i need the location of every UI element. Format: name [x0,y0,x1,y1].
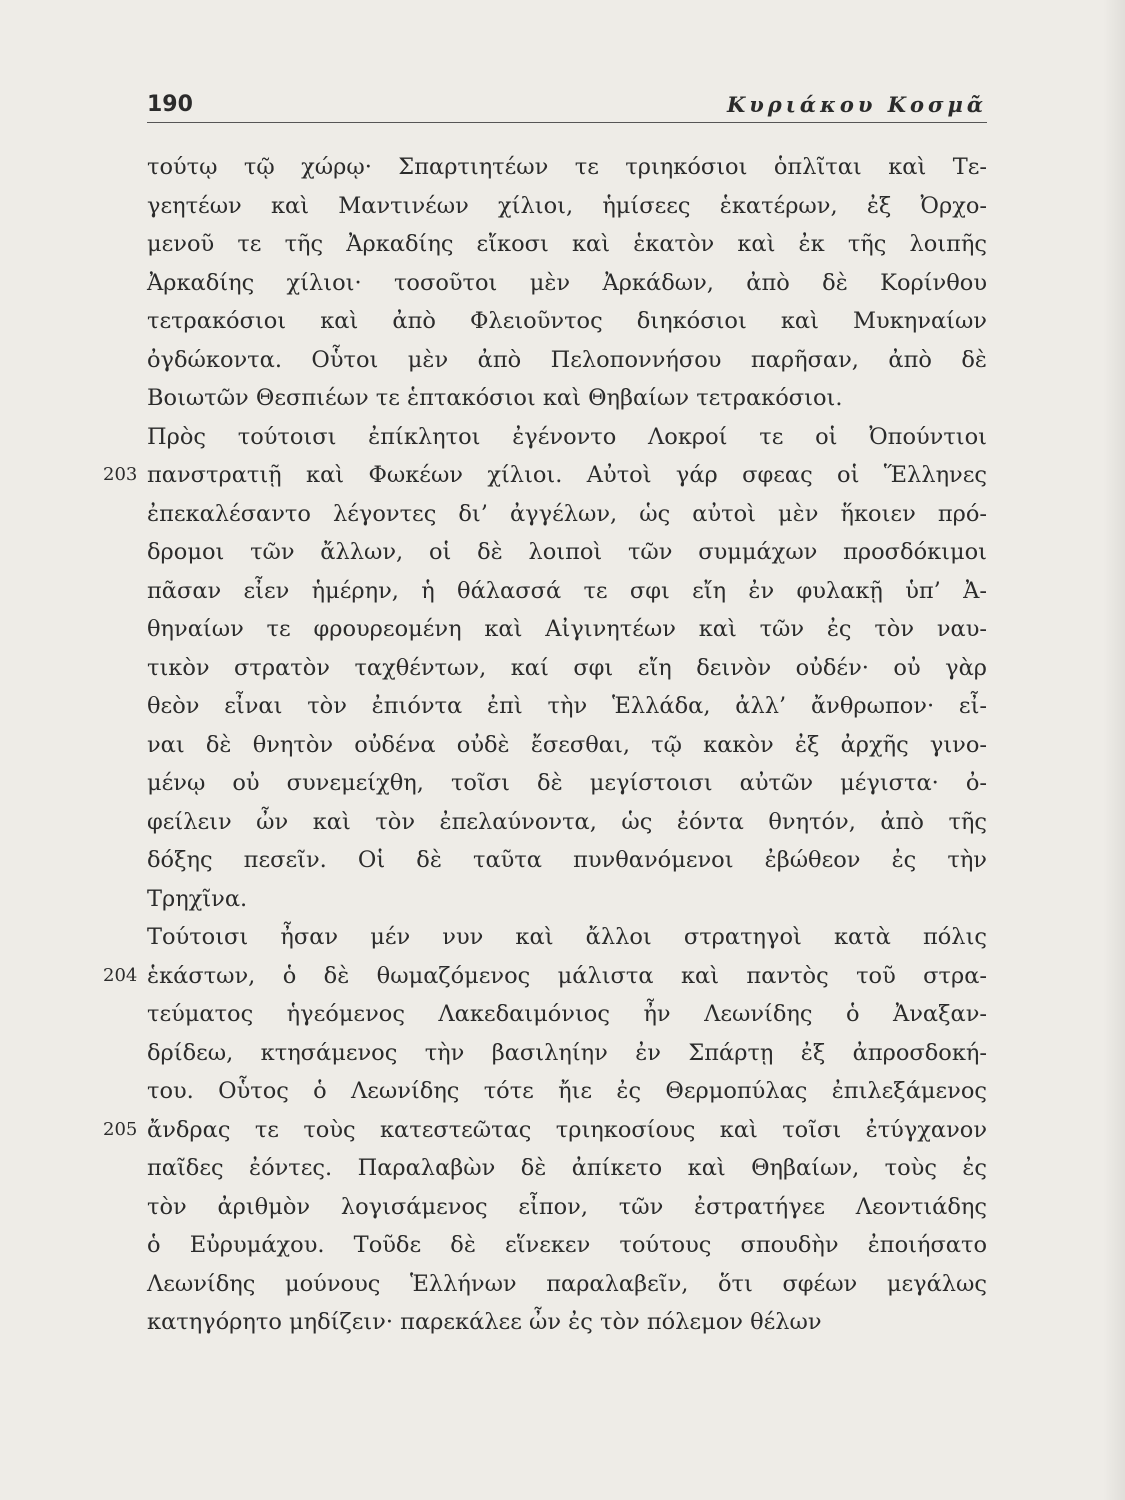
text-line: ναι δὲ θνητὸν οὐδένα οὐδὲ ἔσεσθαι, τῷ κακὸν ἐξ ἀρχῆς γινο- [147,731,987,758]
page-header [147,92,987,123]
text-line: ὁ Εὐρυμάχου. Τοῦδε δὲ εἵνεκεν τούτους σπουδὴν ἐποιήσατο [147,1232,987,1258]
text-line: γεητέων καὶ Μαντινέων χίλιοι, ἡμίσεες ἑκατέρων, ἐξ Ὀρχο- [147,192,987,219]
text-line: ἐπεκαλέσαντο λέγοντες δι’ ἀγγέλων, ὡς αὐτοὶ μὲν ἥκοιεν πρό- [147,500,987,527]
section-number: 205 [103,1118,138,1140]
text-line: τούτῳ τῷ χώρῳ· Σπαρτιητέων τε τριηκόσιοι ὁπλῖται καὶ Τε- [147,154,987,180]
text-line: δρομοι τῶν ἄλλων, οἱ δὲ λοιποὶ τῶν συμμάχων προσδόκιμοι [147,539,987,565]
text-line: δόξης πεσεῖν. Οἱ δὲ ταῦτα πυνθανόμενοι ἐβώθεον ἐς τὴν [147,847,987,873]
text-line: κατηγόρητο μηδίζειν· παρεκάλεε ὦν ἐς τὸν πόλεμον θέλων [147,1309,822,1335]
text-line: πανστρατιῇ καὶ Φωκέων χίλιοι. Αὐτοὶ γάρ σφεας οἱ Ἕλληνες [147,462,987,488]
text-line: Πρὸς τούτοισι ἐπίκλητοι ἐγένοντο Λοκροί τε οἱ Ὀπούντιοι [147,423,987,450]
text-line: τετρακόσιοι καὶ ἀπὸ Φλειοῦντος διηκόσιοι καὶ Μυκηναίων [147,308,987,334]
text-line: τὸν ἀριθμὸν λογισάμενος εἶπον, τῶν ἐστρατήγεε Λεοντιάδης [147,1193,987,1220]
text-line: ἄνδρας τε τοὺς κατεστεῶτας τριηκοσίους καὶ τοῖσι ἐτύγχανον [147,1116,987,1143]
page-number: 190 [147,92,193,117]
text-line: θεὸν εἶναι τὸν ἐπιόντα ἐπὶ τὴν Ἑλλάδα, ἀλλ’ ἄνθρωπον· εἶ- [147,693,987,719]
text-line: Βοιωτῶν Θεσπιέων τε ἑπτακόσιοι καὶ Θηβαίων τετρακόσιοι. [147,385,843,411]
text-line: ἑκάστων, ὁ δὲ θωμαζόμενος μάλιστα καὶ παντὸς τοῦ στρα- [147,962,987,989]
running-head: Κυριάκου Κοσμᾶ [726,92,987,117]
text-line: μενοῦ τε τῆς Ἀρκαδίης εἴκοσι καὶ ἑκατὸν καὶ ἐκ τῆς λοιπῆς [147,231,987,257]
section-number: 203 [103,464,138,485]
text-line: θηναίων τε φρουρεομένη καὶ Αἰγινητέων καὶ τῶν ἐς τὸν ναυ- [147,616,987,642]
text-line: του. Οὗτος ὁ Λεωνίδης τότε ἤιε ἐς Θερμοπύλας ἐπιλεξάμενος [147,1078,987,1104]
text-line: Λεωνίδης μούνους Ἑλλήνων παραλαβεῖν, ὅτι σφέων μεγάλως [147,1270,987,1297]
text-line: Τρηχῖνα. [147,885,248,912]
text-line: ὀγδώκοντα. Οὗτοι μὲν ἀπὸ Πελοποννήσου παρῆσαν, ἀπὸ δὲ [147,346,987,373]
body-text [147,148,987,1342]
text-line: φείλειν ὦν καὶ τὸν ἐπελαύνοντα, ὡς ἐόντα θνητόν, ἀπὸ τῆς [147,808,987,835]
text-line: δρίδεω, κτησάμενος τὴν βασιληίην ἐν Σπάρτῃ ἐξ ἀπροσδοκή- [147,1039,987,1066]
section-number: 204 [103,964,138,986]
text-line: τικὸν στρατὸν ταχθέντων, καί σφι εἴη δεινὸν οὐδέν· οὐ γὰρ [147,654,987,681]
text-line: παῖδες ἐόντες. Παραλαβὼν δὲ ἀπίκετο καὶ Θηβαίων, τοὺς ἐς [147,1155,987,1181]
text-line: Ἀρκαδίης χίλιοι· τοσοῦτοι μὲν Ἀρκάδων, ἀπὸ δὲ Κορίνθου [147,269,987,296]
text-line: πᾶσαν εἶεν ἡμέρην, ἡ θάλασσά τε σφι εἴη ἐν φυλακῇ ὑπ’ Ἀ- [147,577,987,604]
text-line: Τούτοισι ἦσαν μέν νυν καὶ ἄλλοι στρατηγοὶ κατὰ πόλις [147,924,987,950]
text-line: μένῳ οὐ συνεμείχθη, τοῖσι δὲ μεγίστοισι αὐτῶν μέγιστα· ὀ- [147,770,987,796]
text-line: τεύματος ἡγεόμενος Λακεδαιμόνιος ἦν Λεωνίδης ὁ Ἀναξαν- [147,1001,987,1027]
